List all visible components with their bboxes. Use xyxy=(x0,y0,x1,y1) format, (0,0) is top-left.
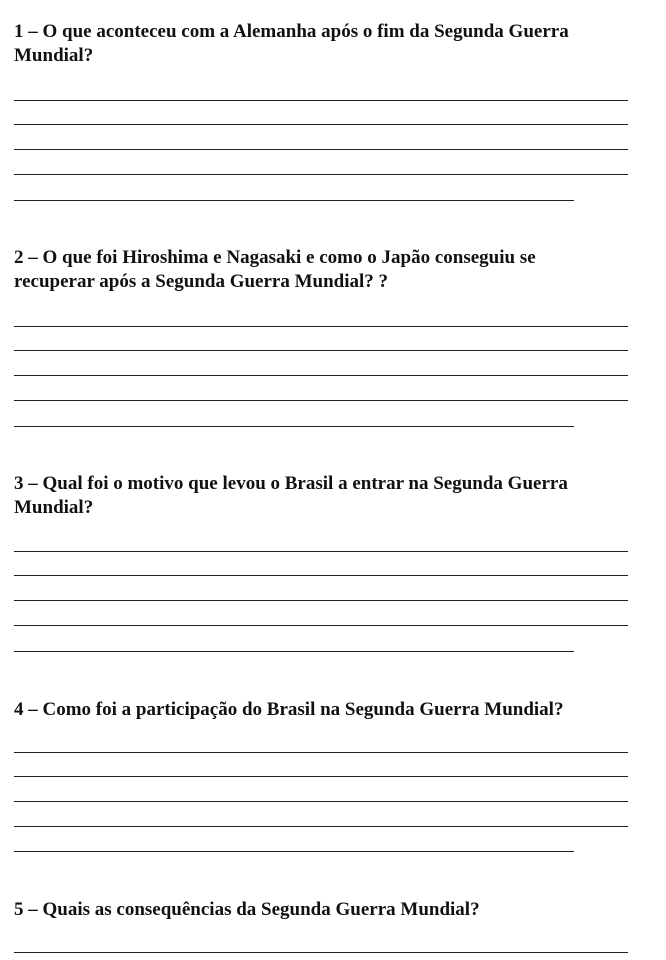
answer-line[interactable] xyxy=(14,551,628,552)
answer-line[interactable] xyxy=(14,326,628,327)
answer-line[interactable] xyxy=(14,952,628,953)
answer-line[interactable] xyxy=(14,752,628,753)
answer-line[interactable] xyxy=(14,350,628,351)
answer-line[interactable] xyxy=(14,124,628,125)
question-text: 1 – O que aconteceu com a Alemanha após o fim da Segunda Guerra Mundial? xyxy=(14,21,569,66)
question-1 xyxy=(14,20,644,68)
answer-line[interactable] xyxy=(14,149,628,150)
answer-line[interactable] xyxy=(14,801,628,802)
question-2 xyxy=(14,246,644,294)
answer-line[interactable] xyxy=(14,174,628,175)
answer-line[interactable] xyxy=(14,375,628,376)
question-5 xyxy=(14,898,644,922)
answer-line[interactable] xyxy=(14,776,628,777)
answer-line[interactable] xyxy=(14,426,574,427)
question-text: 3 – Qual foi o motivo que levou o Brasil a entrar na Segunda Guerra Mundial? xyxy=(14,473,568,518)
question-text: 5 – Quais as consequências da Segunda Guerra Mundial? xyxy=(14,899,480,920)
answer-line[interactable] xyxy=(14,625,628,626)
question-4 xyxy=(14,698,644,722)
question-3 xyxy=(14,472,644,520)
answer-line[interactable] xyxy=(14,100,628,101)
answer-line[interactable] xyxy=(14,826,628,827)
answer-line[interactable] xyxy=(14,200,574,201)
answer-line[interactable] xyxy=(14,851,574,852)
answer-line[interactable] xyxy=(14,575,628,576)
question-text: 2 – O que foi Hiroshima e Nagasaki e como o Japão conseguiu se recuperar após a Segunda Guerra Mundial? ? xyxy=(14,247,536,292)
answer-line[interactable] xyxy=(14,651,574,652)
answer-line[interactable] xyxy=(14,600,628,601)
question-text: 4 – Como foi a participação do Brasil na Segunda Guerra Mundial? xyxy=(14,699,564,720)
answer-line[interactable] xyxy=(14,400,628,401)
